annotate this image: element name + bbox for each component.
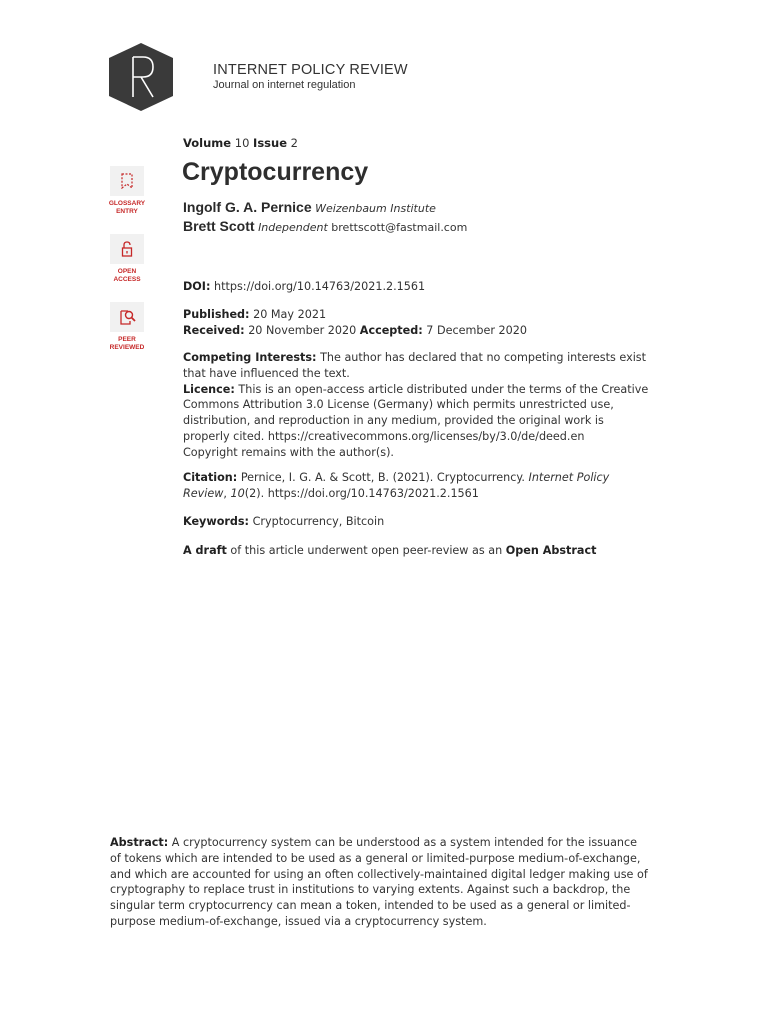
competing-interests-text: The author has declared that no competing interests exist that have influenced the text.	[183, 351, 647, 380]
volume-issue	[183, 136, 298, 150]
author-name: Ingolf G. A. Pernice	[183, 199, 312, 215]
issue-number: 2	[290, 136, 298, 150]
doi-label: DOI:	[183, 280, 211, 293]
author-line	[183, 218, 467, 234]
keywords-line	[183, 514, 653, 530]
doi-link[interactable]: https://doi.org/10.14763/2021.2.1561	[214, 280, 426, 293]
draft-link[interactable]: A draft	[183, 544, 227, 557]
badge-label-line1: GLOSSARY	[108, 200, 146, 207]
author-affiliation: Weizenbaum Institute	[315, 202, 436, 215]
article-title: Cryptocurrency	[182, 158, 369, 186]
document-magnifier-icon	[118, 308, 136, 326]
badge-label-line2: REVIEWED	[109, 344, 145, 351]
author-line	[183, 199, 436, 215]
received-date: 20 November 2020	[248, 323, 357, 337]
citation-block	[183, 470, 653, 502]
keywords-text: Cryptocurrency, Bitcoin	[252, 515, 385, 528]
glossary-entry-badge[interactable]	[104, 166, 150, 216]
dates-block	[183, 307, 653, 339]
received-label: Received:	[183, 323, 245, 337]
journal-subtitle: Journal on internet regulation	[213, 79, 356, 91]
journal-logo	[109, 43, 173, 111]
peer-reviewed-badge[interactable]	[104, 302, 150, 352]
accepted-date: 7 December 2020	[426, 323, 527, 337]
rights-block	[183, 350, 653, 461]
doi-line	[183, 279, 653, 295]
citation-volume: 10	[230, 486, 245, 500]
licence-label: Licence:	[183, 382, 235, 396]
journal-name: INTERNET POLICY REVIEW	[213, 62, 408, 78]
open-abstract-link[interactable]: Open Abstract	[505, 544, 597, 557]
citation-comma: ,	[223, 486, 227, 500]
abstract-block	[110, 835, 650, 930]
copyright-text: Copyright remains with the author(s).	[183, 445, 394, 459]
volume-number: 10	[234, 136, 250, 150]
bookmark-icon	[120, 173, 134, 189]
published-label: Published:	[183, 308, 250, 321]
author-affiliation: Independent	[258, 221, 328, 234]
author-email[interactable]: brettscott@fastmail.com	[331, 221, 468, 234]
competing-interests-label: Competing Interests:	[183, 351, 317, 364]
volume-label: Volume	[183, 136, 232, 150]
citation-text: Pernice, I. G. A. & Scott, B. (2021). Cryptocurrency.	[240, 471, 525, 484]
published-date: 20 May 2021	[253, 308, 327, 321]
issue-label: Issue	[253, 136, 288, 150]
abstract-label: Abstract:	[110, 836, 169, 849]
badge-label-line2: ACCESS	[113, 276, 141, 283]
licence-text: This is an open-access article distributed under the terms of the Creative Commons Attribution 3.0 License (Germany) which permits unrestricted use, distribution, and reproduction in any medium, provided the original work is properly cited. https://creativecommons.org/licenses/by/3.0/de/deed.en	[183, 382, 649, 443]
unlocked-padlock-icon	[120, 241, 134, 257]
author-name: Brett Scott	[183, 218, 255, 234]
abstract-text: A cryptocurrency system can be understood as a system intended for the issuance of tokens which are intended to be used as a general or limited-purpose medium-of-exchange, and which are accounted for using an often collectively-maintained digital ledger making use of cryptography to replace trust in institutions to varying extents. Against such a backdrop, the singular term cryptocurrency can mean a token, intended to be used as a general or limited-purpose medium-of-exchange, issued via a cryptocurrency system.	[110, 836, 648, 928]
citation-label: Citation:	[183, 471, 238, 484]
open-access-badge[interactable]	[104, 234, 150, 284]
badge-label-line1: PEER	[118, 336, 136, 343]
draft-note	[183, 543, 653, 559]
badge-label-line1: OPEN	[117, 268, 137, 275]
citation-journal: Internet Policy Review	[183, 471, 610, 500]
draft-text: of this article underwent open peer-review as an	[230, 544, 503, 557]
citation-rest: (2). https://doi.org/10.14763/2021.2.1561	[244, 486, 479, 500]
badge-label-line2: ENTRY	[116, 208, 138, 215]
keywords-label: Keywords:	[183, 515, 250, 528]
accepted-label: Accepted:	[359, 323, 423, 337]
